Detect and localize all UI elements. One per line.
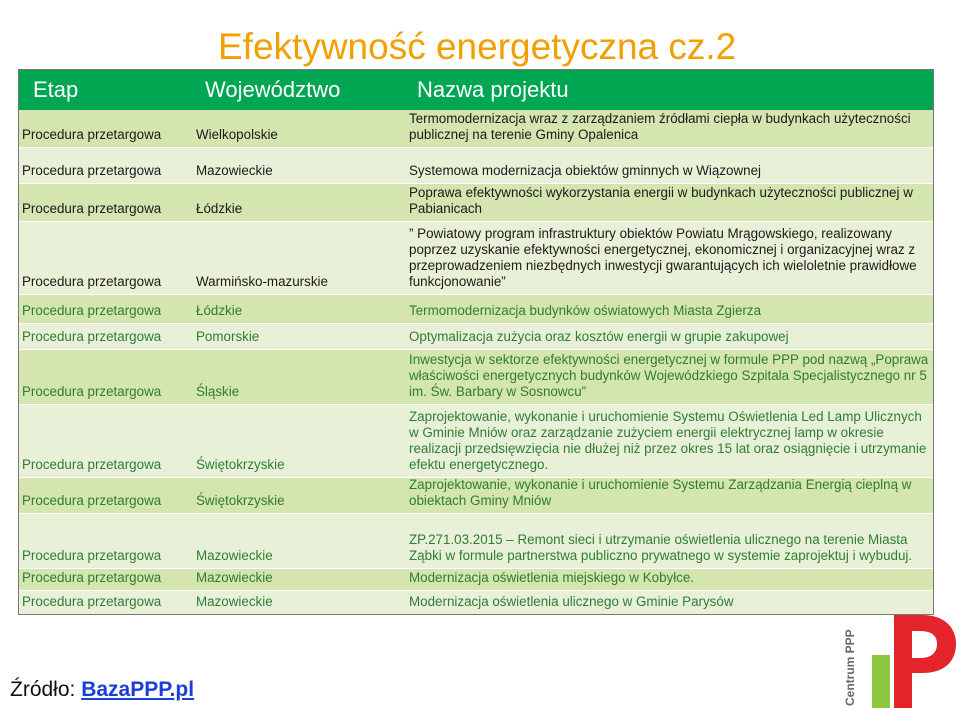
page-title: Efektywność energetyczna cz.2: [218, 26, 737, 67]
cell-stage: Procedura przetargowa: [22, 548, 162, 563]
header-project: Nazwa projektu: [417, 77, 569, 102]
table-row: [19, 324, 933, 350]
cell-region: Warmińsko-mazurskie: [196, 274, 328, 289]
cell-region: Wielkopolskie: [196, 127, 278, 142]
table-row: [19, 569, 933, 591]
cell-region: Mazowieckie: [196, 548, 273, 563]
cell-project: Zaprojektowanie, wykonanie i uruchomienie Systemu Zarządzania Energią cieplną w obiektach Gminy Mniów: [409, 477, 912, 508]
cell-project: Modernizacja oświetlenia ulicznego w Gminie Parysów: [409, 594, 734, 609]
header-stage: Etap: [33, 77, 79, 102]
cell-stage: Procedura przetargowa: [22, 201, 162, 216]
logo-letter-p: [894, 615, 956, 708]
cell-project: Zaprojektowanie, wykonanie i uruchomienie Systemu Oświetlenia Led Lamp Ulicznych w Gminie Mniów oraz zarządzanie zużyciem energii elektrycznej lamp w okresie realizacji przedsięwzięcia nie dłużej niż przez okres 15 lat oraz osiągnięcie i utrzymanie efektu energetycznego.: [409, 409, 927, 472]
table-row: [19, 148, 933, 184]
cell-region: Mazowieckie: [196, 163, 273, 178]
cell-project: Poprawa efektywności wykorzystania energii w budynkach użyteczności publicznej w Pabianicach: [409, 185, 913, 216]
table-header: [19, 70, 933, 109]
cell-project: Optymalizacja zużycia oraz kosztów energii w grupie zakupowej: [409, 329, 789, 344]
cell-stage: Procedura przetargowa: [22, 127, 162, 142]
logo-text: Centrum PPP: [843, 629, 857, 706]
cell-project: Termomodernizacja wraz z zarządzaniem źródłami ciepła w budynkach użyteczności publicznej na terenie Gminy Opalenica: [409, 111, 911, 142]
cell-region: Pomorskie: [196, 329, 260, 344]
table-row: [19, 184, 933, 222]
cell-stage: Procedura przetargowa: [22, 493, 162, 508]
source-note: [10, 678, 194, 702]
cell-region: Śląskie: [196, 384, 240, 399]
cell-stage: Procedura przetargowa: [22, 457, 162, 472]
cell-region: Łódzkie: [196, 201, 243, 216]
logo-green-block: [872, 655, 890, 708]
cell-region: Świętokrzyskie: [196, 457, 285, 472]
cell-stage: Procedura przetargowa: [22, 594, 162, 609]
centrum-ppp-logo: [820, 613, 960, 710]
table-row: [19, 405, 933, 478]
cell-region: Świętokrzyskie: [196, 493, 285, 508]
table-row: [19, 222, 933, 295]
table-row: [19, 110, 933, 148]
cell-stage: Procedura przetargowa: [22, 303, 162, 318]
table-row: [19, 514, 933, 569]
cell-project: Modernizacja oświetlenia miejskiego w Kobyłce.: [409, 570, 695, 585]
cell-stage: Procedura przetargowa: [22, 274, 162, 289]
cell-region: Łódzkie: [196, 303, 243, 318]
table-row: [19, 478, 933, 514]
cell-stage: Procedura przetargowa: [22, 163, 162, 178]
table-row: [19, 295, 933, 324]
table-row: [19, 591, 933, 614]
header-region: Województwo: [205, 77, 341, 102]
cell-project: Termomodernizacja budynków oświatowych Miasta Zgierza: [409, 303, 762, 318]
cell-stage: Procedura przetargowa: [22, 384, 162, 399]
cell-project: Inwestycja w sektorze efektywności energetycznej w formule PPP pod nazwą „Poprawa właściwości energetycznych budynków Wojewódzkiego Szpitala Specjalistycznego nr 5 im. Św. Barbary w Sosnowcu”: [409, 352, 929, 399]
source-link[interactable]: BazaPPP.pl: [81, 678, 195, 701]
projects-table: [18, 69, 934, 615]
cell-project: ZP.271.03.2015 – Remont sieci i utrzymanie oświetlenia ulicznego na terenie Miasta Ząbki w formule partnerstwa publiczno prywatnego w systemie zaprojektuj i wybuduj.: [409, 532, 913, 563]
source-label: Źródło:: [10, 678, 82, 701]
cell-stage: Procedura przetargowa: [22, 570, 162, 585]
cell-project: ” Powiatowy program infrastruktury obiektów Powiatu Mrągowskiego, realizowany poprzez uzyskanie efektywności energetycznej, ekonomicznej i organizacyjnej wraz z przeprowadzeniem niezbędnych inwestycji gwarantujących ich wieloletnie prawidłowe funkcjonowanie”: [409, 226, 917, 289]
table-body: [19, 110, 933, 614]
cell-project: Systemowa modernizacja obiektów gminnych w Wiązownej: [409, 163, 762, 178]
cell-stage: Procedura przetargowa: [22, 329, 162, 344]
cell-region: Mazowieckie: [196, 594, 273, 609]
table-row: [19, 350, 933, 405]
cell-region: Mazowieckie: [196, 570, 273, 585]
